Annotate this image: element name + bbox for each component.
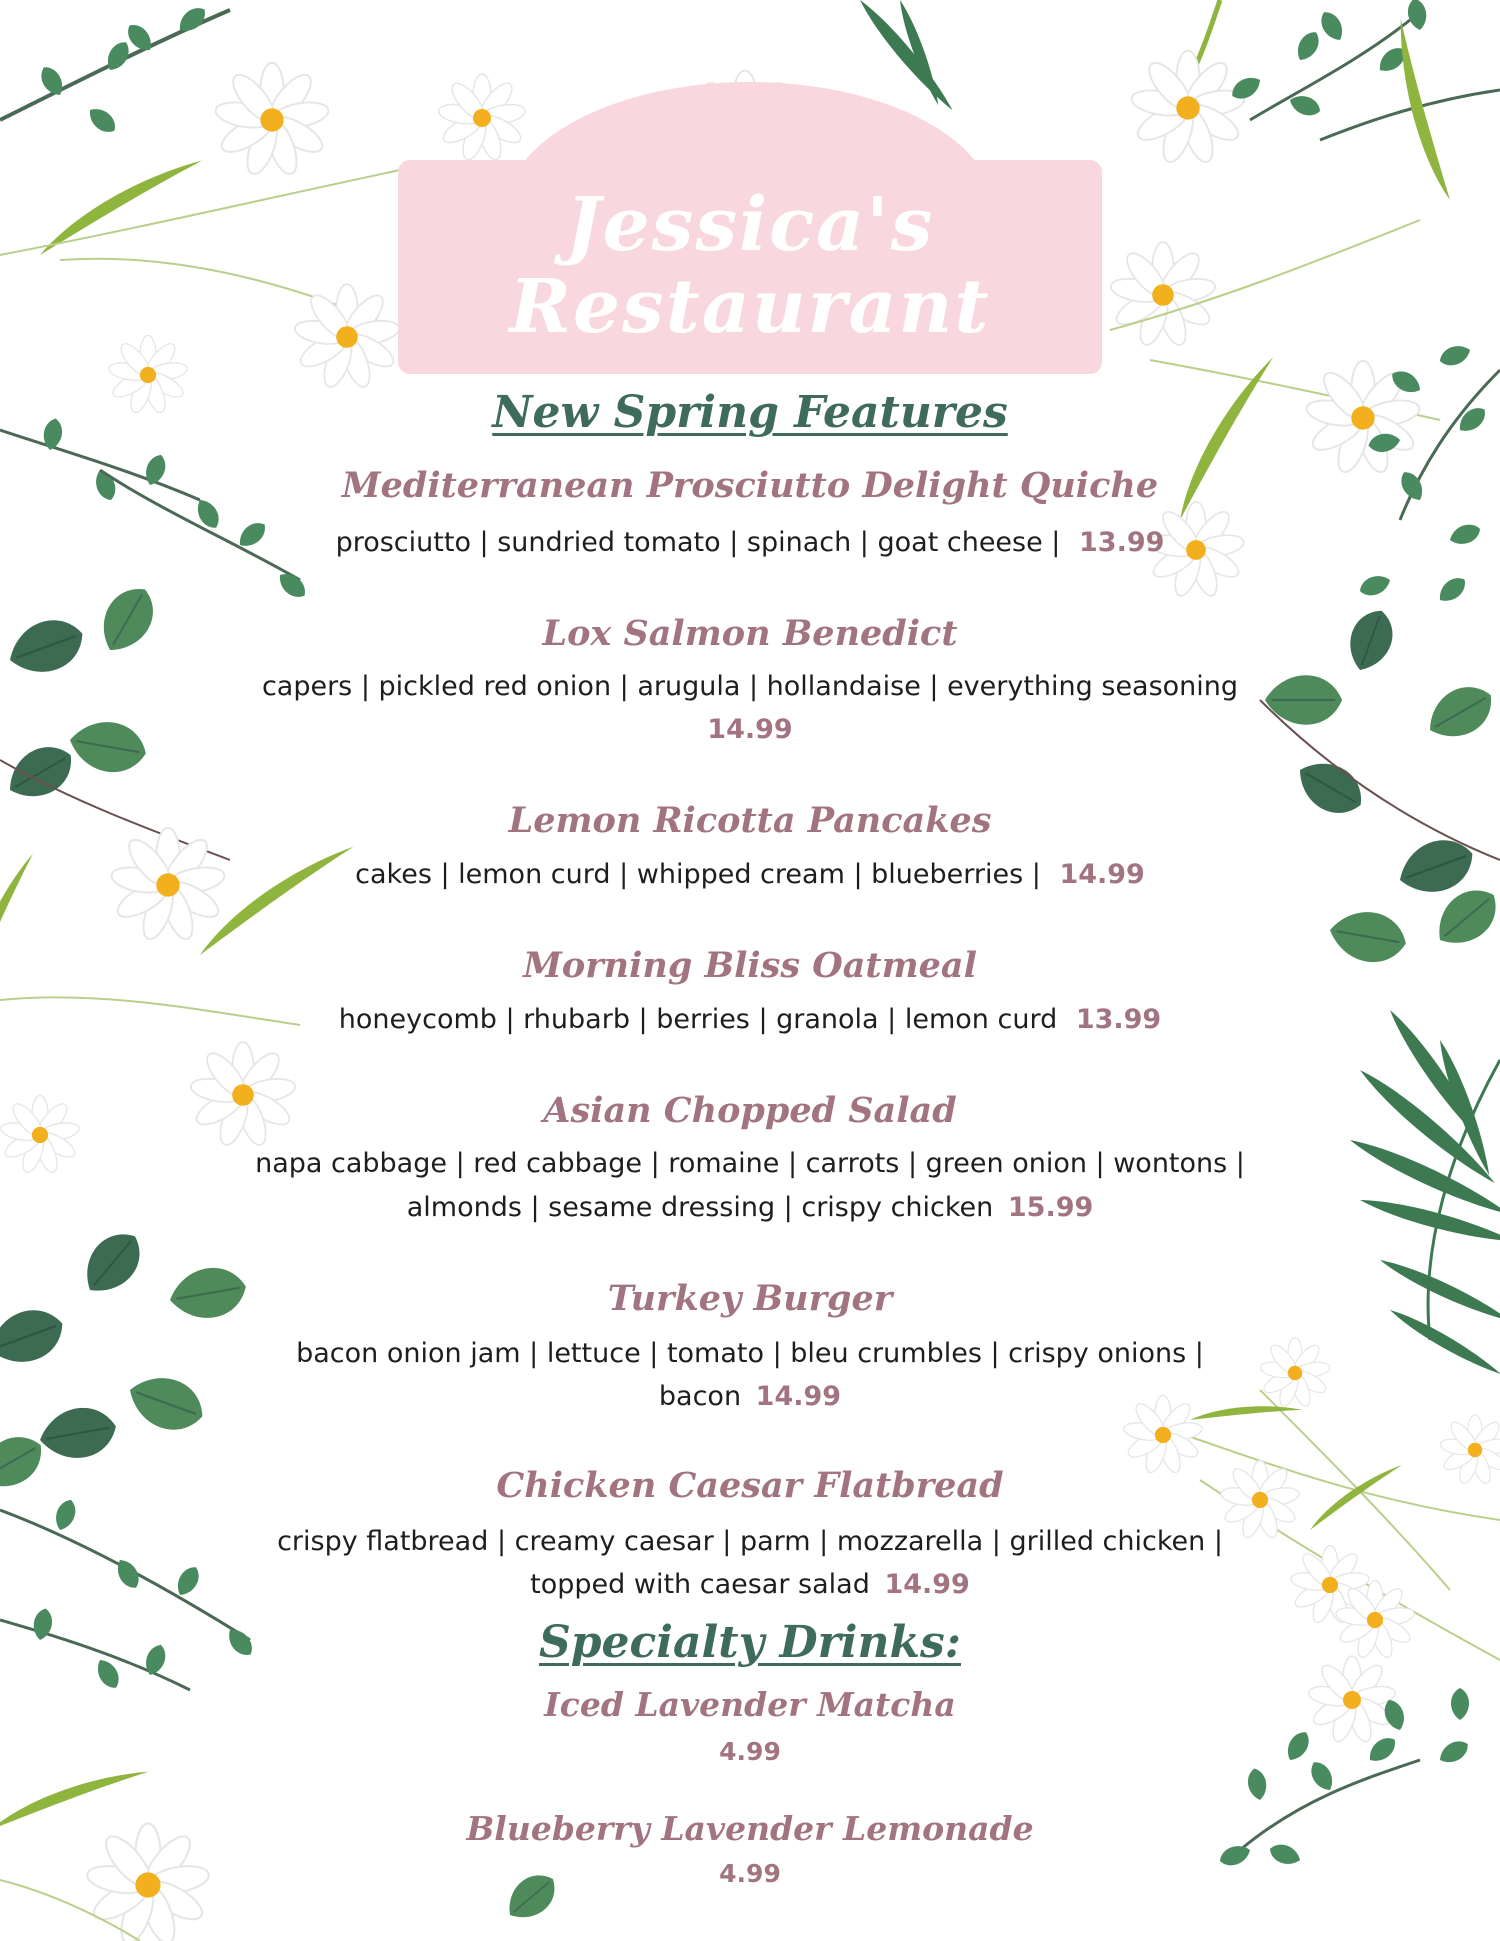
menu-item-ingredients: napa cabbage | red cabbage | romaine | carrots | green onion | wontons | (255, 1148, 1245, 1179)
menu-item-ingredients: bacon (658, 1381, 742, 1412)
drink-price: 4.99 (719, 1859, 781, 1888)
menu-item-ingredients: bacon onion jam | lettuce | tomato | bleu crumbles | crispy onions | (296, 1338, 1204, 1369)
menu-item-price: 14.99 (707, 714, 793, 745)
menu-item-name: Asian Chopped Salad (543, 1090, 957, 1131)
menu-item-price: 14.99 (1059, 859, 1145, 890)
menu-item-name: Mediterranean Prosciutto Delight Quiche (341, 465, 1159, 506)
menu-item-name: Lemon Ricotta Pancakes (508, 800, 992, 841)
drink-price: 4.99 (719, 1737, 781, 1766)
menu-item-ingredients: cakes | lemon curd | whipped cream | blueberries | (355, 859, 1041, 890)
drinks-section-title: Specialty Drinks: (538, 1617, 962, 1668)
menu-item-description (0, 855, 1500, 895)
menu-item-ingredients: prosciutto | sundried tomato | spinach | goat cheese | (335, 527, 1061, 558)
menu-item-price: 14.99 (884, 1569, 970, 1600)
menu-item-description (0, 1000, 1500, 1040)
menu-item-description (0, 1565, 1500, 1605)
menu-item-price: 13.99 (1075, 1004, 1162, 1035)
menu-item-price: 14.99 (755, 1381, 842, 1412)
menu-item-price: 13.99 (1079, 527, 1165, 558)
menu-item-ingredients: topped with caesar salad (530, 1569, 870, 1600)
menu-item-price: 15.99 (1007, 1192, 1094, 1223)
menu-item-description (0, 1377, 1500, 1417)
menu-item-description (0, 523, 1500, 563)
menu-item-name: Morning Bliss Oatmeal (523, 945, 977, 986)
menu-item-ingredients: capers | pickled red onion | arugula | hollandaise | everything seasoning (261, 671, 1239, 702)
menu-item-name: Lox Salmon Benedict (542, 613, 958, 654)
menu-item-name: Turkey Burger (607, 1278, 893, 1319)
restaurant-title-line-1: Jessica's (565, 182, 935, 268)
restaurant-title-line-2: Restaurant (509, 264, 991, 350)
menu-item-ingredients: crispy flatbread | creamy caesar | parm | mozzarella | grilled chicken | (277, 1526, 1223, 1557)
features-section-title: New Spring Features (492, 387, 1008, 438)
menu-item-ingredients: almonds | sesame dressing | crispy chicken (406, 1192, 994, 1223)
drink-name: Blueberry Lavender Lemonade (466, 1809, 1034, 1848)
menu-item-ingredients: honeycomb | rhubarb | berries | granola | lemon curd (338, 1004, 1058, 1035)
menu-item-description (0, 1188, 1500, 1228)
menu-item-name: Chicken Caesar Flatbread (496, 1465, 1004, 1506)
drink-name: Iced Lavender Matcha (544, 1685, 956, 1724)
